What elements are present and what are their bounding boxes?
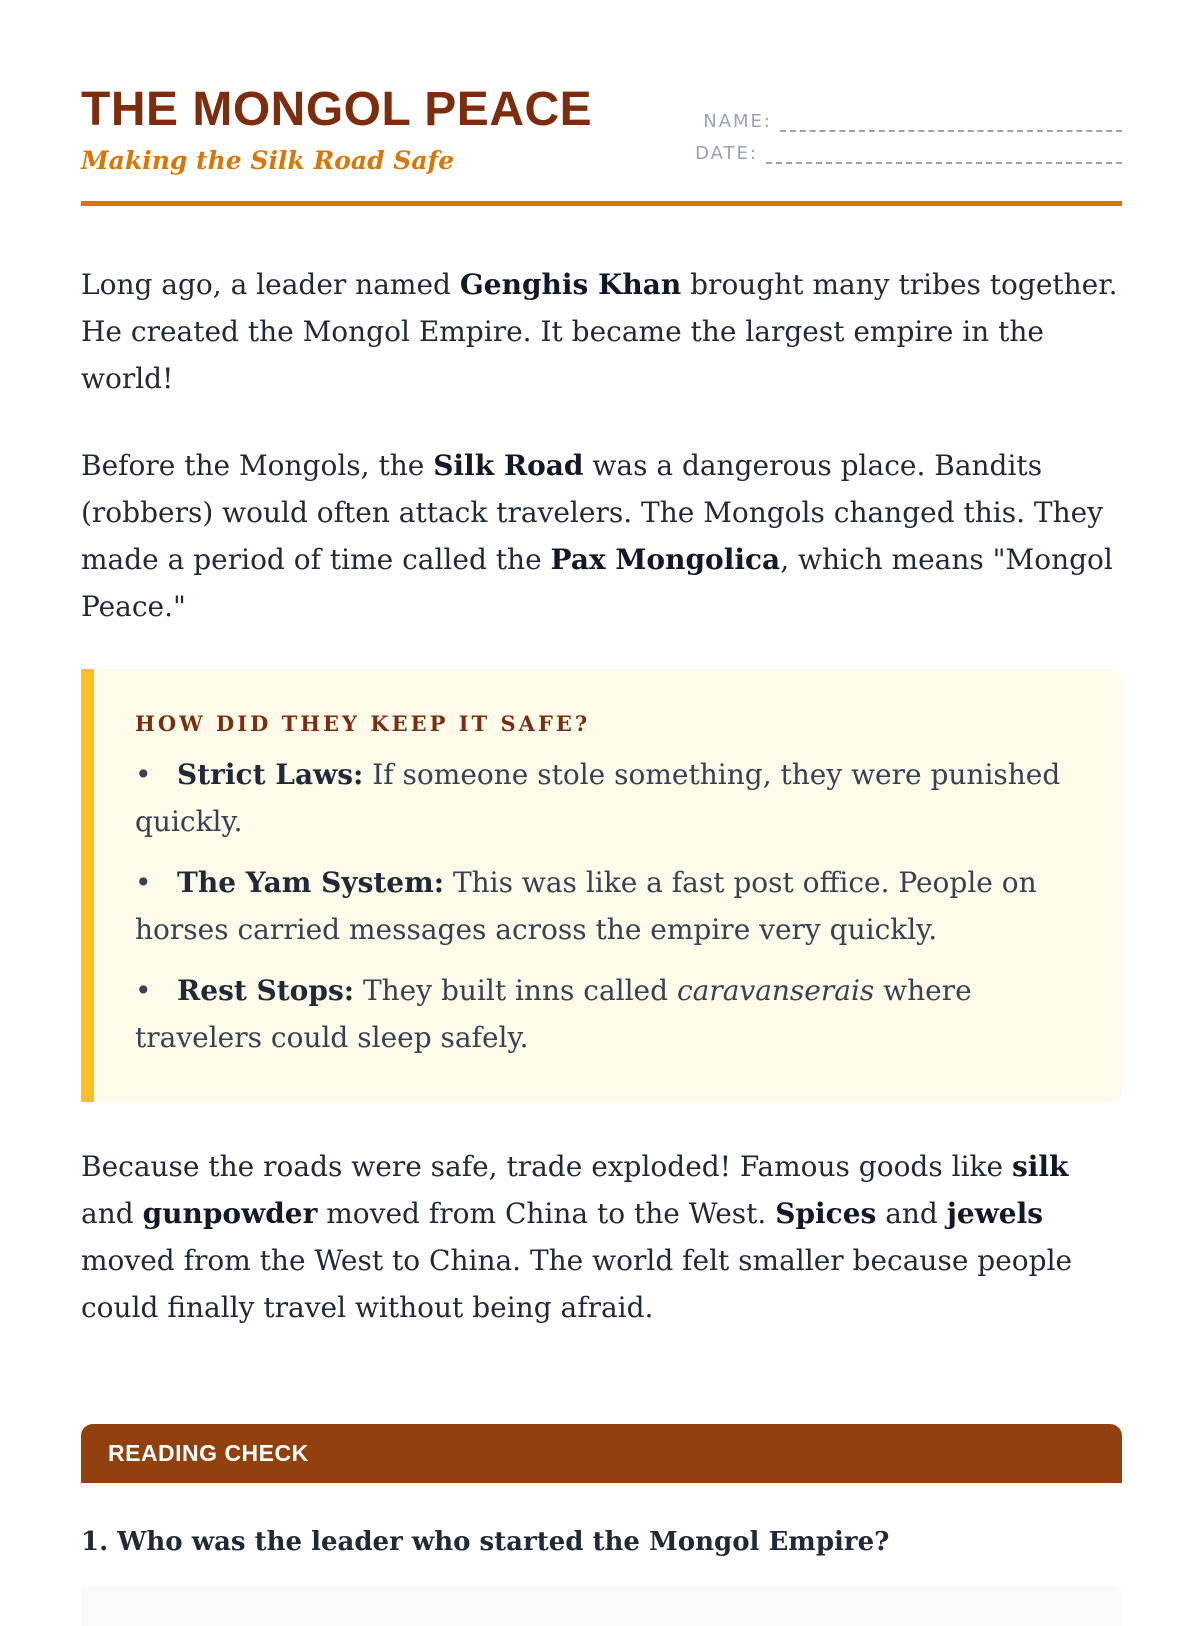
- paragraph-trade: [81, 1143, 1122, 1331]
- paragraph-text: and: [876, 1197, 947, 1230]
- name-blank-line: [780, 112, 1122, 132]
- answer-input-box[interactable]: [81, 1586, 1122, 1626]
- paragraph-text: brought many tribes together. He created the Mongol Empire. It became the largest empire in the world!: [81, 268, 1118, 395]
- paragraph-silk-road: [81, 442, 1122, 630]
- name-label: NAME:: [703, 111, 772, 132]
- list-term: Strict Laws:: [177, 758, 364, 791]
- list-text: This was like a fast post office. People on horses carried messages across the empire very quickly.: [135, 866, 1037, 946]
- bold-term: Genghis Khan: [459, 268, 682, 301]
- paragraph-text: moved from China to the West.: [317, 1197, 776, 1230]
- bullet-icon: •: [135, 974, 152, 1007]
- list-text: They built inns called: [354, 974, 677, 1007]
- paragraph-text: Before the Mongols, the: [81, 449, 434, 482]
- list-item: [135, 751, 1068, 845]
- list-item: [135, 967, 1068, 1061]
- callout-title: HOW DID THEY KEEP IT SAFE?: [135, 711, 591, 736]
- list-term: The Yam System:: [177, 866, 445, 899]
- list-text: where travelers could sleep safely.: [135, 974, 972, 1054]
- list-term: Rest Stops:: [177, 974, 355, 1007]
- bold-term: gunpowder: [142, 1197, 318, 1230]
- list-item: [135, 859, 1068, 953]
- paragraph-text: , which means "Mongol Peace.": [81, 543, 1113, 623]
- page-title: THE MONGOL PEACE: [81, 83, 593, 136]
- paragraph-intro: [81, 261, 1122, 402]
- bold-term: Pax Mongolica: [550, 543, 781, 576]
- safety-callout-box: [81, 669, 1122, 1102]
- bullet-icon: •: [135, 758, 152, 791]
- date-blank-line: [766, 144, 1122, 164]
- bold-term: silk: [1011, 1150, 1069, 1183]
- page-subtitle: Making the Silk Road Safe: [81, 146, 455, 175]
- italic-term: caravanserais: [676, 974, 875, 1007]
- bold-term: Spices: [775, 1197, 877, 1230]
- list-text: If someone stole something, they were punished quickly.: [135, 758, 1061, 838]
- paragraph-text: Because the roads were safe, trade exploded! Famous goods like: [81, 1150, 1012, 1183]
- paragraph-text: moved from the West to China. The world felt smaller because people could finally travel without being afraid.: [81, 1244, 1073, 1324]
- bold-term: Silk Road: [433, 449, 584, 482]
- bullet-icon: •: [135, 866, 152, 899]
- safety-list: [135, 751, 1068, 1061]
- question-1: 1. Who was the leader who started the Mongol Empire?: [81, 1527, 890, 1557]
- paragraph-text: was a dangerous place. Bandits (robbers) would often attack travelers. The Mongols changed this. They made a period of time called the: [81, 449, 1104, 576]
- date-label: DATE:: [695, 143, 758, 164]
- paragraph-text: Long ago, a leader named: [81, 268, 460, 301]
- reading-check-banner: READING CHECK: [81, 1424, 1122, 1483]
- bold-term: jewels: [946, 1197, 1044, 1230]
- name-date-fields: [682, 100, 1122, 164]
- worksheet-header: [81, 80, 1122, 206]
- paragraph-text: and: [81, 1197, 143, 1230]
- date-field: [682, 132, 1122, 164]
- name-field: [682, 100, 1122, 132]
